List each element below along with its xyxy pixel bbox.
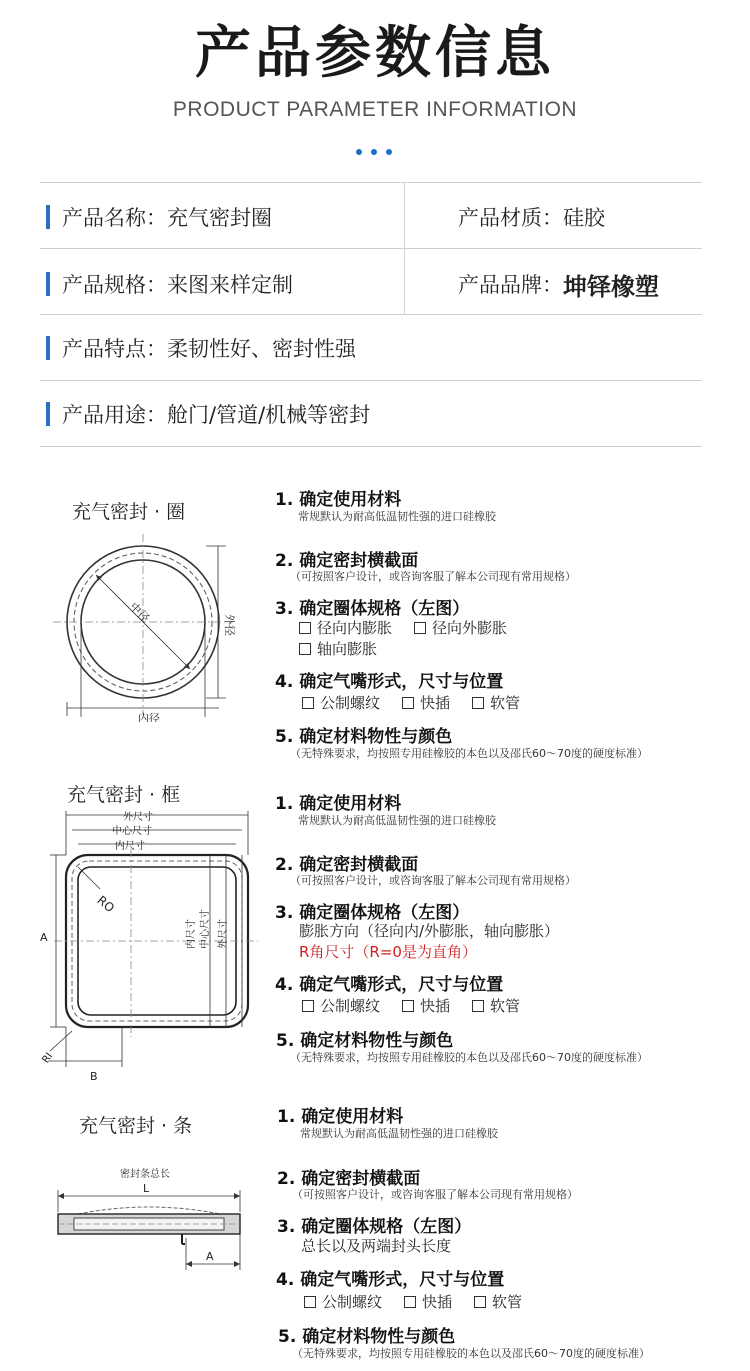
length-l-label: L [143, 1182, 150, 1195]
option-row [302, 995, 520, 1016]
ri-label: RI [40, 1050, 56, 1066]
divider [40, 248, 702, 249]
param-spec [46, 269, 293, 299]
option-checkbox[interactable]: 快插 [404, 1291, 452, 1312]
param-value: 充气密封圈 [167, 206, 272, 230]
decor-dot [386, 149, 392, 155]
option-checkbox[interactable]: 快插 [402, 995, 450, 1016]
mid-diameter-label: 中径 [127, 600, 152, 625]
option-checkbox[interactable]: 软管 [472, 995, 520, 1016]
param-value: 硅胶 [563, 206, 605, 230]
step-detail-highlight: R角尺寸（R=0是为直角） [299, 943, 477, 961]
center-size-label: 中心尺寸 [112, 826, 152, 837]
option-row [304, 1291, 522, 1312]
option-row [299, 638, 377, 659]
step-heading: 2. 确定密封横截面 [277, 1169, 421, 1189]
dimension-b-label: B [90, 1070, 98, 1083]
outer-size-label: 外尺寸 [123, 812, 153, 823]
inner-size-v-label: 内尺寸 [186, 919, 197, 949]
page-subtitle: PRODUCT PARAMETER INFORMATION [172, 98, 578, 121]
option-checkbox[interactable]: 径向内膨胀 [299, 617, 392, 638]
step-heading: 1. 确定使用材料 [275, 490, 402, 510]
param-value: 坤铎橡塑 [563, 272, 659, 301]
ro-label: RO [94, 893, 118, 916]
dimension-a-label: A [40, 931, 48, 944]
option-row [299, 617, 507, 638]
step-heading: 4. 确定气嘴形式，尺寸与位置 [275, 975, 504, 995]
option-row [302, 692, 520, 713]
inner-diameter-label: 内径 [138, 712, 160, 722]
divider [40, 380, 702, 381]
step-note: （无特殊要求，均按照专用硅橡胶的本色以及邵氏60～70度的硬度标准） [290, 1051, 648, 1064]
step-note: （可按照客户设计，或咨询客服了解本公司现有常用规格） [292, 1188, 578, 1201]
step-note: 常规默认为耐高低温韧性强的进口硅橡胶 [298, 510, 496, 523]
option-checkbox[interactable]: 径向外膨胀 [414, 617, 507, 638]
step-heading: 2. 确定密封横截面 [275, 551, 419, 571]
param-value: 舱门/管道/机械等密封 [167, 403, 371, 427]
accent-bar [46, 205, 50, 229]
param-label: 产品用途： [62, 403, 167, 427]
page-title: 产品参数信息 [195, 21, 555, 86]
divider [40, 446, 702, 447]
divider [40, 182, 702, 183]
param-label: 产品规格： [62, 273, 167, 297]
step-note: （无特殊要求，均按照专用硅橡胶的本色以及邵氏60～70度的硬度标准） [290, 747, 648, 760]
decor-dot [371, 149, 377, 155]
accent-bar [46, 272, 50, 296]
outer-diameter-label: 外径 [223, 614, 236, 636]
option-checkbox[interactable]: 软管 [472, 692, 520, 713]
accent-bar [46, 402, 50, 426]
param-feature [46, 333, 356, 363]
param-brand [458, 269, 659, 299]
step-note: 常规默认为耐高低温韧性强的进口硅橡胶 [298, 814, 496, 827]
step-heading: 2. 确定密封横截面 [275, 855, 419, 875]
step-heading: 4. 确定气嘴形式，尺寸与位置 [275, 672, 504, 692]
end-length-a-label: A [206, 1250, 214, 1263]
column-divider [404, 182, 405, 314]
param-name [46, 202, 272, 232]
param-label: 产品名称： [62, 206, 167, 230]
step-note: 常规默认为耐高低温韧性强的进口硅橡胶 [300, 1127, 498, 1140]
option-checkbox[interactable]: 软管 [474, 1291, 522, 1312]
step-heading: 3. 确定圈体规格（左图） [277, 1217, 472, 1237]
step-heading: 1. 确定使用材料 [277, 1107, 404, 1127]
step-detail: 膨胀方向（径向内/外膨胀，轴向膨胀） [299, 922, 560, 940]
section-title-ring: 充气密封 · 圈 [72, 501, 186, 523]
option-checkbox[interactable]: 轴向膨胀 [299, 638, 377, 659]
outer-size-v-label: 外尺寸 [218, 919, 229, 949]
frame-diagram [38, 805, 270, 1087]
option-checkbox[interactable]: 公制螺纹 [304, 1291, 382, 1312]
section-title-strip: 充气密封 · 条 [79, 1115, 193, 1137]
ring-diagram [48, 522, 248, 722]
step-heading: 5. 确定材料物性与颜色 [275, 727, 453, 747]
step-heading: 1. 确定使用材料 [275, 794, 402, 814]
param-label: 产品材质： [458, 206, 563, 230]
decor-dot [356, 149, 362, 155]
param-value: 柔韧性好、密封性强 [167, 337, 356, 361]
center-size-v-label: 中心尺寸 [200, 909, 211, 949]
param-label: 产品品牌： [458, 273, 563, 297]
step-detail: 总长以及两端封头长度 [301, 1237, 452, 1255]
step-note: （可按照客户设计，或咨询客服了解本公司现有常用规格） [290, 874, 576, 887]
step-note: （无特殊要求，均按照专用硅橡胶的本色以及邵氏60～70度的硬度标准） [292, 1347, 650, 1360]
param-usage [46, 399, 370, 429]
step-note: （可按照客户设计，或咨询客服了解本公司现有常用规格） [290, 570, 576, 583]
option-checkbox[interactable]: 公制螺纹 [302, 995, 380, 1016]
option-checkbox[interactable]: 快插 [402, 692, 450, 713]
inner-size-label: 内尺寸 [115, 841, 145, 852]
divider [40, 314, 702, 315]
param-material [458, 202, 605, 232]
step-heading: 3. 确定圈体规格（左图） [275, 903, 470, 923]
strip-diagram [50, 1160, 250, 1275]
param-label: 产品特点： [62, 337, 167, 361]
total-length-label: 密封条总长 [120, 1169, 170, 1180]
step-heading: 3. 确定圈体规格（左图） [275, 599, 470, 619]
option-checkbox[interactable]: 公制螺纹 [302, 692, 380, 713]
step-heading: 4. 确定气嘴形式，尺寸与位置 [276, 1270, 505, 1290]
step-heading: 5. 确定材料物性与颜色 [278, 1327, 456, 1347]
param-value: 来图来样定制 [167, 273, 293, 297]
section-title-frame: 充气密封 · 框 [67, 784, 181, 806]
accent-bar [46, 336, 50, 360]
step-heading: 5. 确定材料物性与颜色 [276, 1031, 454, 1051]
